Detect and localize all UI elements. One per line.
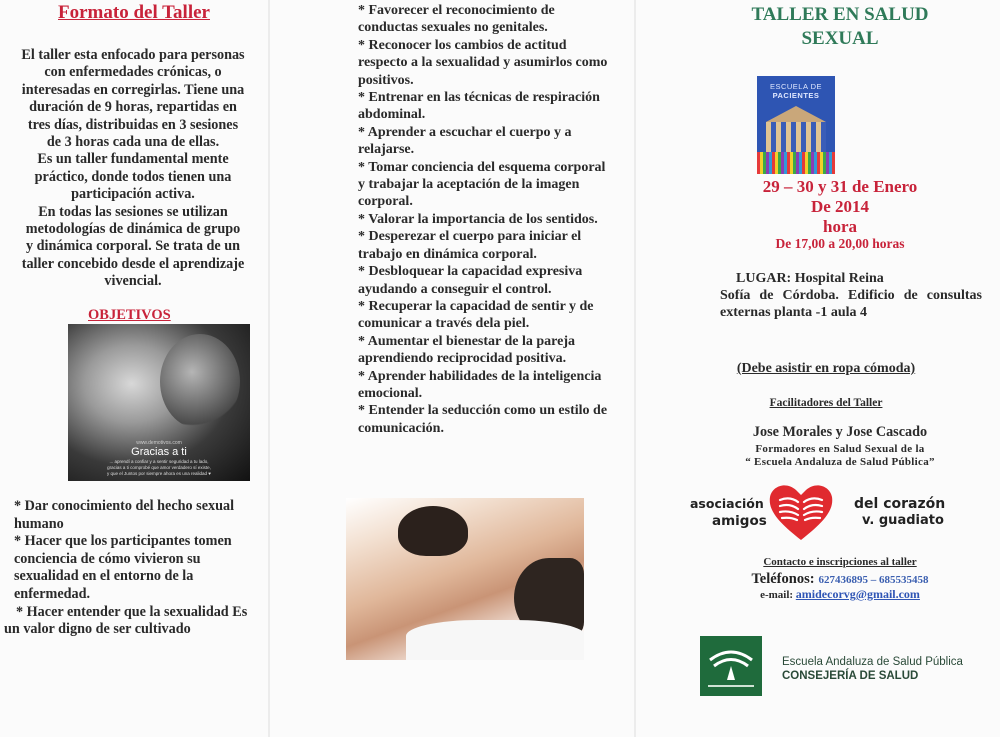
format-line: En todas las sesiones se utilizan <box>38 203 228 220</box>
objectives-list <box>4 498 262 639</box>
goal-item: * Valorar la importancia de los sentidos. <box>358 211 598 227</box>
format-line: práctico, donde todos tienen una <box>34 168 232 185</box>
workshop-location <box>720 270 982 321</box>
photo-caption-line: ... aprendí a confiar y a sentir seguridad a tu lado, <box>109 459 209 464</box>
photo-caption-title: Gracias a ti <box>131 446 187 458</box>
goal-item: * Entrenar en las técnicas de respiración abdominal. <box>358 90 600 123</box>
panel-cover <box>636 0 1000 737</box>
title-line: SEXUAL <box>801 28 879 49</box>
junta-andalucia-logo <box>700 636 762 696</box>
building-roof-shape <box>766 106 826 122</box>
phones-label: Teléfonos: <box>751 571 815 587</box>
panel-goals <box>270 0 634 737</box>
format-line: duración de 9 horas, repartidas en <box>29 99 237 116</box>
workshop-dates: 29 – 30 y 31 de Enero <box>762 177 918 196</box>
format-line: vivencial. <box>104 273 162 290</box>
escuela-pacientes-logo <box>757 76 835 174</box>
objective-item: * Hacer que los participantes tomen conciencia de cómo vivieron su sexualidad en el entorno de la enfermedad. <box>14 533 232 602</box>
facilitators-role <box>706 443 974 469</box>
association-text: del corazón <box>854 496 946 512</box>
photo-caption-line: y que el Juntos por siempre ahora es una realidad ♥ <box>107 471 211 476</box>
photo-face <box>160 334 240 429</box>
logo-line: ESCUELA DE <box>769 82 823 91</box>
phone-numbers <box>684 570 996 588</box>
goal-item: * Tomar conciencia del esquema corporal y trabajar la aceptación de la imagen corporal. <box>358 159 606 210</box>
format-line: Es un taller fundamental mente <box>37 151 229 168</box>
format-title: Formato del Taller <box>58 2 210 23</box>
goal-item: * Reconocer los cambios de actitud respecto a la sexualidad y asumirlos como positivos. <box>358 37 608 88</box>
junta-text <box>782 656 963 682</box>
facilitators-names: Jose Morales y Jose Cascado <box>752 424 928 440</box>
colorful-grass-shape <box>757 152 835 174</box>
association-logo <box>684 482 996 542</box>
photo-shape <box>398 506 468 556</box>
building-columns-shape <box>766 122 826 152</box>
goal-item: * Favorecer el reconocimiento de conductas sexuales no genitales. <box>358 3 555 36</box>
workshop-hours: De 17,00 a 20,00 horas <box>775 236 905 251</box>
goal-item: * Entender la seducción como un estilo de comunicación. <box>358 403 608 436</box>
goal-item: * Recuperar la capacidad de sentir y de comunicar a través dela piel. <box>358 298 594 332</box>
location-line: LUGAR: Hospital Reina <box>736 271 884 286</box>
couple-photo <box>346 498 584 660</box>
goal-item: * Desperezar el cuerpo para iniciar el trabajo en dinámica corporal. <box>358 229 582 262</box>
goals-list <box>358 2 608 437</box>
junta-line: CONSEJERÍA DE SALUD <box>782 670 919 682</box>
role-line: Formadores en Salud Sexual de la <box>755 443 925 455</box>
format-line: y dinámica corporal. Se trata de un <box>26 238 240 255</box>
format-line: tres días, distribuidas en 3 sesiones <box>27 116 239 133</box>
objective-item: * Dar conocimiento del hecho sexual humano <box>14 498 235 532</box>
goal-item: * Aprender habilidades de la inteligencia emocional. <box>358 368 602 401</box>
association-text: amigos <box>712 513 767 529</box>
format-line: El taller esta enfocado para personas <box>21 47 245 63</box>
logo-line: PACIENTES <box>772 91 820 100</box>
format-line: interesadas en corregirlas. Tiene una <box>21 81 245 98</box>
heart-hands-icon <box>768 482 834 542</box>
role-line: “ Escuela Andaluza de Salud Pública” <box>745 456 935 468</box>
format-line: de 3 horas cada una de ellas. <box>46 134 220 151</box>
junta-line: Escuela Andaluza de Salud Pública <box>782 656 963 668</box>
format-line: taller concebido desde el aprendizaje <box>21 255 245 272</box>
dress-note: (Debe asistir en ropa cómoda) <box>736 361 916 376</box>
elderly-couple-photo <box>68 324 250 481</box>
format-line: participación activa. <box>71 186 195 203</box>
goal-item: * Aumentar el bienestar de la pareja aprendiendo reciprocidad positiva. <box>358 333 575 367</box>
objectives-title: OBJETIVOS <box>88 307 171 323</box>
photo-shape <box>406 620 584 660</box>
email-contact <box>684 587 996 602</box>
photo-caption-line: gracias a ti comprobé que amor verdadero sí existe, <box>107 465 211 470</box>
photo-caption <box>68 440 250 477</box>
phones-value: 627436895 – 685535458 <box>818 574 929 586</box>
format-description <box>6 47 260 291</box>
format-line: con enfermedades crónicas, o <box>44 64 222 81</box>
workshop-title <box>684 3 996 51</box>
association-text: asociación <box>690 496 764 511</box>
hour-label: hora <box>823 217 857 236</box>
junta-arches-icon <box>700 636 762 696</box>
photo-url-text: www.demotivos.com <box>136 440 182 446</box>
facilitators-title: Facilitadores del Taller <box>769 397 883 409</box>
title-line: TALLER EN SALUD <box>751 4 929 25</box>
panel-format <box>0 0 268 737</box>
contact-title: Contacto e inscripciones al taller <box>763 556 917 568</box>
email-link[interactable]: amidecorvg@gmail.com <box>795 587 920 601</box>
email-label: e-mail: <box>760 589 794 601</box>
format-line: metodologías de dinámica de grupo <box>25 221 241 238</box>
goal-item: * Aprender a escuchar el cuerpo y a relajarse. <box>358 124 572 158</box>
association-text: v. guadiato <box>862 513 944 528</box>
objective-item: * Hacer entender que la sexualidad Es un valor digno de ser cultivado <box>4 603 248 638</box>
logo-text <box>757 82 835 100</box>
workshop-year: De 2014 <box>810 197 870 216</box>
goal-item: * Desbloquear la capacidad expresiva ayudando a conseguir el control. <box>358 264 583 297</box>
location-line: Sofía de Córdoba. Edificio de consultas externas planta -1 aula 4 <box>720 288 982 320</box>
